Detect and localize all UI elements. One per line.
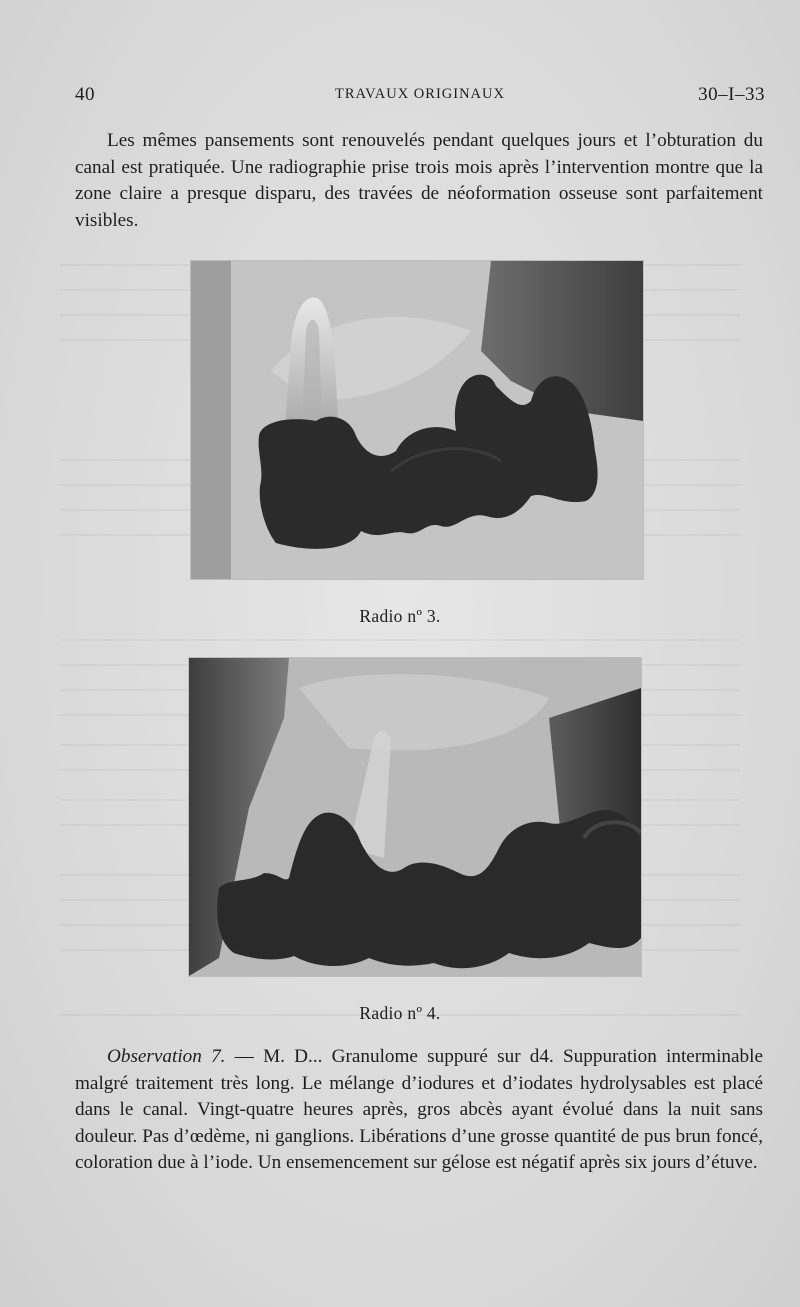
running-title: TRAVAUX ORIGINAUX bbox=[335, 86, 505, 102]
observation-label: Observation 7. bbox=[107, 1046, 226, 1067]
observation-text: — M. D... Granulome suppuré sur d4. Suppuration interminable malgré traitement très long. Le mélange d’iodures et d’iodates hydrolysables est placé dans le canal. Vingt-quatre heures après, gros abcès ayant évolué dans la nuit sans douleur. Pas d’œdème, ni ganglions. Libérations d’une grosse quantité de pus brun foncé, coloration due à l’iode. Un ensemencement sur gélose est négatif après six jours d’étuve. bbox=[75, 1046, 763, 1173]
radiograph-4 bbox=[188, 657, 642, 977]
radiograph-3-caption: Radio nº 3. bbox=[359, 606, 441, 626]
page-number: 40 bbox=[75, 84, 95, 105]
radiograph-4-caption: Radio nº 4. bbox=[359, 1003, 441, 1023]
running-header bbox=[75, 84, 765, 108]
issue-date: 30–I–33 bbox=[698, 84, 765, 105]
paragraph-1: Les mêmes pansements sont renouvelés pendant quelques jours et l’obturation du canal est pratiquée. Une radiographie prise trois mois après l’intervention montre que la zone claire a presque disparu, des travées de néoformation osseuse sont parfaitement visibles. bbox=[75, 130, 763, 231]
radiograph-3-image bbox=[191, 261, 643, 579]
radiograph-4-image bbox=[189, 658, 641, 976]
observation-paragraph bbox=[75, 1044, 763, 1177]
radiograph-3 bbox=[190, 260, 644, 580]
